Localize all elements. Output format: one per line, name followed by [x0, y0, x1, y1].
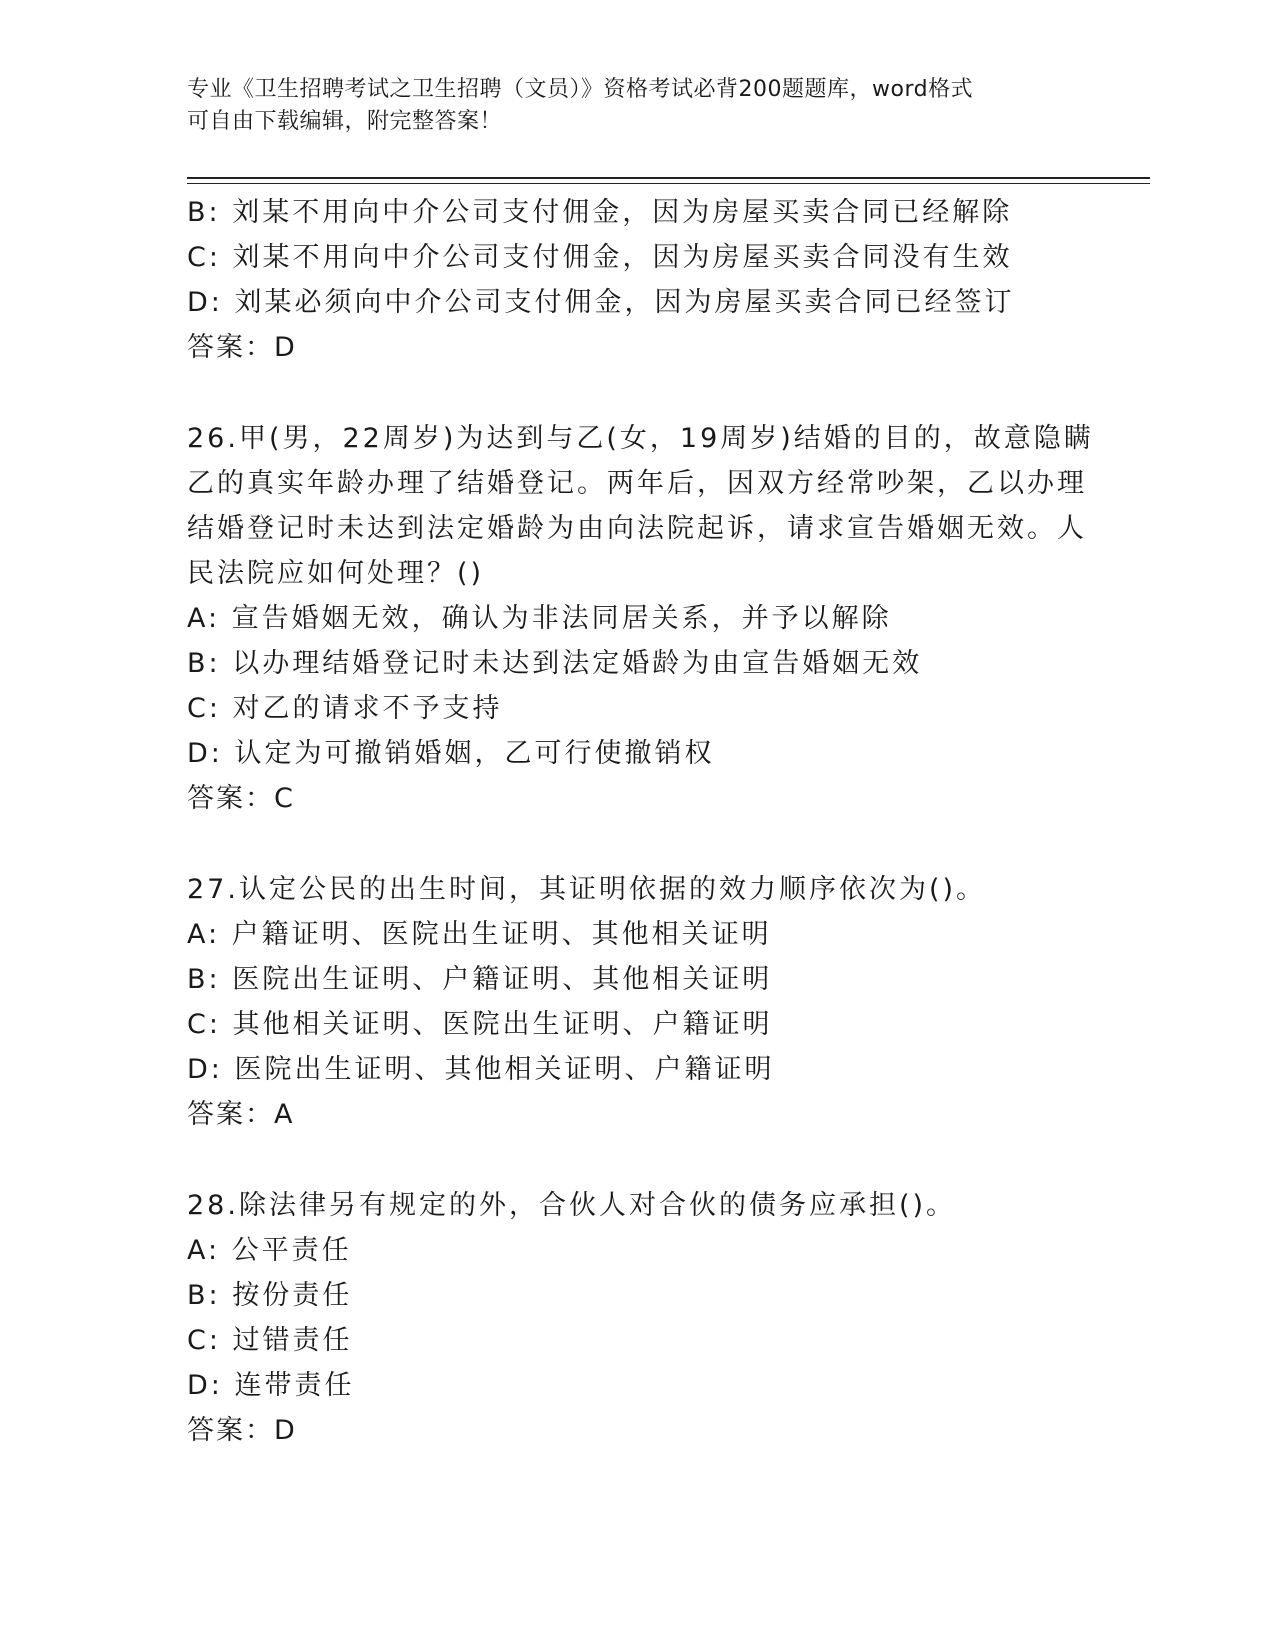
answer-line: 答案：D	[187, 1415, 297, 1446]
option-c: C: 过错责任	[187, 1325, 353, 1356]
option-b: B: 按份责任	[187, 1280, 353, 1311]
answer-line: 答案：D	[187, 332, 297, 363]
question-separator	[187, 1138, 1067, 1183]
question-stem-line: 民法院应如何处理？()	[187, 558, 485, 589]
question-separator	[187, 822, 1067, 867]
option-b: B: 刘某不用向中介公司支付佣金，因为房屋买卖合同已经解除	[187, 197, 1013, 228]
option-b: B: 医院出生证明、户籍证明、其他相关证明	[187, 964, 773, 995]
answer-line: 答案：C	[187, 783, 295, 814]
question-block-28	[187, 1183, 1067, 1454]
question-stem-line: 27.认定公民的出生时间，其证明依据的效力顺序依次为()。	[187, 874, 987, 905]
header-line-2: 可自由下载编辑，附完整答案！	[187, 109, 503, 134]
option-a: A: 户籍证明、医院出生证明、其他相关证明	[187, 919, 772, 950]
header-rule-thick	[187, 177, 1150, 179]
option-a: A: 宣告婚姻无效，确认为非法同居关系，并予以解除	[187, 603, 892, 634]
option-b: B: 以办理结婚登记时未达到法定婚龄为由宣告婚姻无效	[187, 648, 923, 679]
question-stem-line: 结婚登记时未达到法定婚龄为由向法院起诉，请求宣告婚姻无效。人	[187, 513, 1087, 544]
header-rule-thin	[187, 183, 1150, 184]
document-header	[187, 74, 1087, 138]
option-c: C: 对乙的请求不予支持	[187, 693, 503, 724]
question-block-26	[187, 416, 1094, 822]
question-block-27	[187, 867, 1067, 1138]
question-stem-line: 乙的真实年龄办理了结婚登记。两年后，因双方经常吵架，乙以办理	[187, 468, 1087, 499]
option-d: D: 连带责任	[187, 1370, 355, 1401]
option-d: D: 认定为可撤销婚姻，乙可行使撤销权	[187, 738, 715, 769]
option-d: D: 刘某必须向中介公司支付佣金，因为房屋买卖合同已经签订	[187, 287, 1015, 318]
header-line-1: 专业《卫生招聘考试之卫生招聘（文员）》资格考试必背200题题库，word格式	[187, 77, 974, 102]
question-list	[187, 190, 1094, 1454]
question-separator	[187, 371, 1067, 416]
question-stem-line: 28.除法律另有规定的外，合伙人对合伙的债务应承担()。	[187, 1190, 957, 1221]
option-a: A: 公平责任	[187, 1235, 352, 1266]
question-block-partial	[187, 190, 1067, 371]
option-c: C: 其他相关证明、医院出生证明、户籍证明	[187, 1009, 773, 1040]
question-stem-line: 26.甲(男，22周岁)为达到与乙(女，19周岁)结婚的目的，故意隐瞒	[187, 423, 1094, 454]
option-d: D: 医院出生证明、其他相关证明、户籍证明	[187, 1054, 775, 1085]
answer-line: 答案：A	[187, 1099, 295, 1130]
option-c: C: 刘某不用向中介公司支付佣金，因为房屋买卖合同没有生效	[187, 242, 1013, 273]
